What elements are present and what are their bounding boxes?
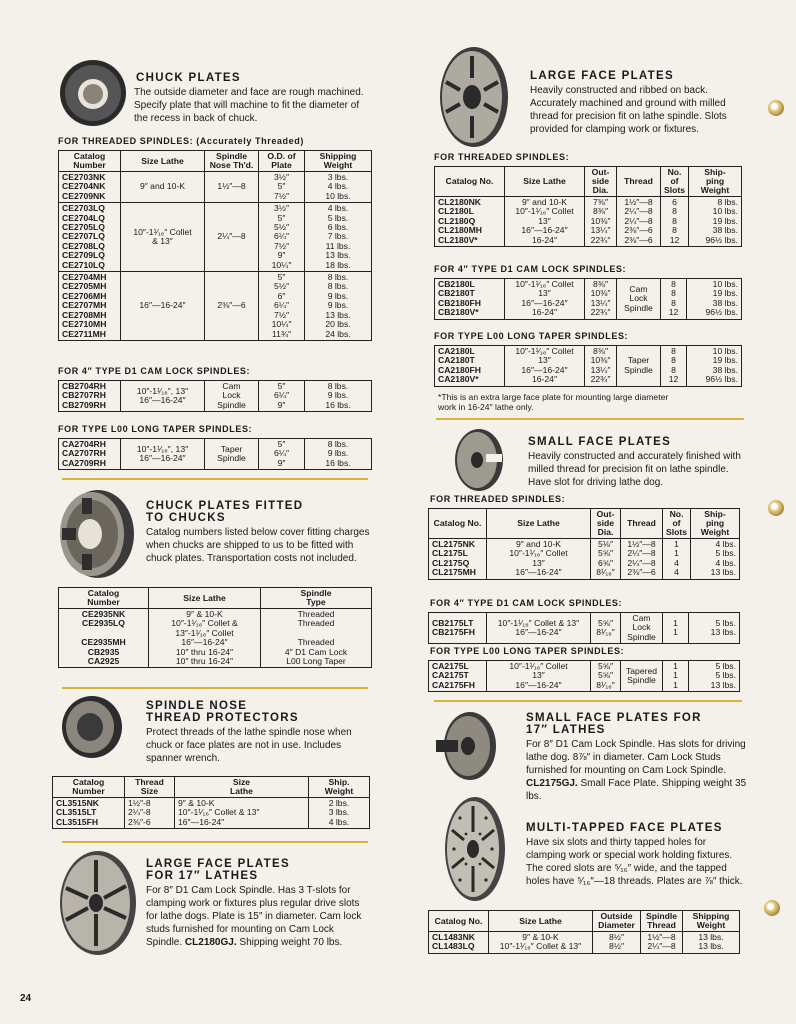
size-cell: 9″ and 10-K 10″-1¹⁄₁₆″ Collet 13″ 16″—16-24″ 16-24″ (505, 197, 585, 247)
size-cell: 10″-1¹⁄₁₆″ Collet & 13″ (121, 203, 205, 272)
col-thread: Spindle Thread (641, 911, 683, 932)
chuck-photo (54, 486, 138, 582)
thread-cell: 1½″—8 2¼″—8 (641, 932, 683, 954)
catalog-cell: CA2175L CA2175T CA2175FH (429, 661, 487, 692)
od-cell: 5″ 6¼″ 9″ (259, 439, 305, 470)
large17-title: LARGE FACE PLATES FOR 17″ LATHES (146, 858, 290, 882)
weight-cell: 8 lbs. 9 lbs. 16 lbs. (305, 439, 372, 470)
table-row (429, 539, 740, 580)
weight-cell: 3 lbs. 4 lbs. 10 lbs. (305, 172, 372, 203)
table-row (59, 272, 372, 341)
catalog-cell: CB2704RH CB2707RH CB2709RH (59, 381, 121, 412)
section-divider (62, 841, 368, 843)
large-taper-table (434, 345, 742, 387)
small-face-plate-photo (452, 426, 504, 494)
small17-title: SMALL FACE PLATES FOR 17″ LATHES (526, 712, 702, 736)
od-cell: 5″ 6¼″ 9″ (259, 381, 305, 412)
small-desc: Heavily constructed and accurately finished with milled thread for precision fit on lathe spindle. Have slot for driving lathe dog. (528, 451, 741, 488)
table-row (53, 798, 370, 829)
fitted-desc: Catalog numbers listed below cover fitting charges when chucks are shipped to us to be fitted with chuck plates. Transportation costs not included. (146, 527, 370, 564)
table-row (59, 439, 372, 470)
table-row (429, 661, 740, 692)
table-row (435, 279, 742, 320)
od-cell: 3½″ 5″ 7½″ (259, 172, 305, 203)
thread-cell: Cam Lock Spindle (621, 613, 663, 644)
section-divider (62, 478, 368, 480)
large-face-plate-photo (436, 44, 510, 150)
col-catalog: Catalog No. (429, 911, 489, 932)
size-cell: 10″-1¹⁄₁₆″ Collet 13″ 16″—16-24″ 16-24″ (505, 279, 585, 320)
slots-cell: 1 1 1 (663, 661, 689, 692)
small17-desc-text: For 8″ D1 Cam Lock Spindle. Has slots for driving lathe dog. 8⅞″ in diameter. Cam Lock Studs furnished for mounting on Cam Lock Spindle. (526, 739, 746, 776)
thread-cell: Tapered Spindle (621, 661, 663, 692)
col-thread: Thread Size (125, 777, 175, 798)
weight-cell: 8 lbs. 10 lbs. 19 lbs. 38 lbs. 96½ lbs. (689, 197, 742, 247)
large-taper-heading: FOR TYPE L00 LONG TAPER SPINDLES: (434, 331, 629, 341)
fitted-title: CHUCK PLATES FITTED TO CHUCKS (146, 500, 304, 524)
type-cell: Cam Lock Spindle (205, 381, 259, 412)
diameter-cell: 7⅜″ 8⅜″ 10⅜″ 13¼″ 22¾″ (585, 197, 617, 247)
table-row (59, 381, 372, 412)
chuck-taper-table (58, 438, 372, 470)
chuck-cam-table (58, 380, 372, 412)
binder-hole (768, 500, 784, 516)
type-cell: Threaded Threaded Threaded 4″ D1 Cam Lock L00 Long Taper (261, 609, 372, 668)
small17-desc (526, 738, 748, 803)
catalog-cell: CL1483NK CL1483LQ (429, 932, 489, 954)
thread-protector-photo (60, 694, 124, 760)
col-thread: Thread (617, 167, 661, 197)
col-catalog: Catalog No. (429, 509, 487, 539)
diameter-cell: 8½″ 8½″ (593, 932, 641, 954)
binder-hole (768, 100, 784, 116)
col-od: O.D. of Plate (259, 151, 305, 172)
col-weight: Shipping Weight (305, 151, 372, 172)
catalog-cell: CE2703NK CE2704NK CE2709NK (59, 172, 121, 203)
chuck-plate-photo (58, 58, 128, 128)
slots-cell: 8 8 8 12 (661, 346, 687, 387)
small17-weight-text: Small Face Plate. Shipping weight 35 lbs. (526, 778, 747, 802)
catalog-cell: CL2175NK CL2175L CL2175Q CL2175MH (429, 539, 487, 580)
diameter-cell: 5⅝″ 8¹⁄₁₆″ (591, 613, 621, 644)
multi-title: MULTI-TAPPED FACE PLATES (526, 822, 723, 834)
col-size: Size Lathe (487, 509, 591, 539)
catalog-cell: CE2935NK CE2935LQ CE2935MH CB2935 CA2925 (59, 609, 149, 668)
small-threaded-table (428, 508, 740, 580)
chuck-plates-desc: The outside diameter and face are rough machined. Specify plate that will machine to fit the diameter of the recess in back of chuck. (134, 87, 364, 124)
small-cam-table (428, 612, 740, 644)
chuck-plates-title: CHUCK PLATES (136, 72, 241, 84)
table-row (435, 346, 742, 387)
col-catalog: Catalog No. (435, 167, 505, 197)
col-slots: No. of Slots (661, 167, 689, 197)
multi-tapped-plate-photo (440, 794, 506, 904)
large-desc: Heavily constructed and ribbed on back. Accurately machined and ground with milled thread for precision fit on lathe spindle. Slots provided for clamping work or fixtures. (530, 85, 727, 135)
page-number: 24 (20, 993, 32, 1004)
large-face-plate-17-photo (56, 848, 138, 958)
section-divider (62, 687, 368, 689)
col-weight: Ship- ping Weight (689, 167, 742, 197)
weight-cell: 8 lbs. 9 lbs. 16 lbs. (305, 381, 372, 412)
multi-table (428, 910, 740, 954)
binder-hole (764, 900, 780, 916)
table-row (429, 613, 740, 644)
catalog-cell: CA2180L CA2180T CA2180FH CA2180V* (435, 346, 505, 387)
diameter-cell: 5⅛″ 5⅝″ 6⅝″ 8¹⁄₁₆″ (591, 539, 621, 580)
large17-weight-text: Shipping weight 70 lbs. (236, 937, 343, 948)
large17-desc (146, 884, 370, 949)
large-threaded-table (434, 166, 742, 247)
col-thread: Thread (621, 509, 663, 539)
weight-cell: 5 lbs. 13 lbs. (689, 613, 740, 644)
size-cell: 9″ & 10-K 10″-1¹⁄₁₆″ Collet & 13″ 16″—16-24″ (175, 798, 309, 829)
catalog-cell: CE2703LQ CE2704LQ CE2705LQ CE2707LQ CE2708LQ CE2709LQ CE2710LQ (59, 203, 121, 272)
table-row (435, 197, 742, 247)
diameter-cell: 8⅜″ 10⅜″ 13¼″ 22¾″ (585, 346, 617, 387)
col-type: Spindle Type (261, 588, 372, 609)
chuck-taper-heading: FOR TYPE L00 LONG TAPER SPINDLES: (58, 424, 253, 434)
thread-cell: Cam Lock Spindle (617, 279, 661, 320)
catalog-cell: CL3515NK CL3515LT CL3515FH (53, 798, 125, 829)
col-diameter: Out- side Dia. (591, 509, 621, 539)
thread-cell: 1½″-8 2¼″-8 2⅜″-6 (125, 798, 175, 829)
col-weight: Ship- ping Weight (691, 509, 740, 539)
size-cell: 10″-1¹⁄₁₆″, 13″ 16″—16-24″ (121, 439, 205, 470)
table-row (429, 932, 740, 954)
col-weight: Ship. Weight (309, 777, 370, 798)
weight-cell: 8 lbs. 8 lbs. 9 lbs. 9 lbs. 13 lbs. 20 lbs. 24 lbs. (305, 272, 372, 341)
slots-cell: 1 1 4 4 (663, 539, 691, 580)
size-cell: 10″-1¹⁄₁₆″ Collet 13″ 16″—16-24″ (487, 661, 591, 692)
thread-cell: 1½″—8 2¼″—8 2¼″—8 2⅜″—6 2⅜″—6 (617, 197, 661, 247)
col-diameter: Outside Diameter (593, 911, 641, 932)
large-cam-heading: FOR 4″ TYPE D1 CAM LOCK SPINDLES: (434, 264, 627, 274)
small17-catalog-number: CL2175GJ. (526, 778, 578, 789)
small-face-plate-17-photo (434, 708, 500, 784)
protectors-table (52, 776, 370, 829)
weight-cell: 4 lbs. 5 lbs. 6 lbs. 7 lbs. 11 lbs. 13 lbs. 18 lbs. (305, 203, 372, 272)
size-cell: 9″ and 10-K (121, 172, 205, 203)
nose-cell: 2¼″—8 (205, 203, 259, 272)
slots-cell: 8 8 8 12 (661, 279, 687, 320)
thread-cell: Taper Spindle (617, 346, 661, 387)
slots-cell: 6 8 8 8 12 (661, 197, 689, 247)
weight-cell: 4 lbs. 5 lbs. 4 lbs. 13 lbs. (691, 539, 740, 580)
thread-cell: 1½″—8 2¼″—8 2¼″—8 2⅜″—6 (621, 539, 663, 580)
small-threaded-heading: FOR THREADED SPINDLES: (430, 494, 566, 504)
small-taper-table (428, 660, 740, 692)
section-divider (436, 418, 744, 420)
protectors-title: SPINDLE NOSE THREAD PROTECTORS (146, 700, 299, 724)
section-divider (434, 700, 742, 702)
small-title: SMALL FACE PLATES (528, 436, 672, 448)
small-cam-heading: FOR 4″ TYPE D1 CAM LOCK SPINDLES: (430, 598, 623, 608)
nose-cell: 2⅜″—6 (205, 272, 259, 341)
table-row (59, 203, 372, 272)
col-size: Size Lathe (175, 777, 309, 798)
catalog-cell: CA2704RH CA2707RH CA2709RH (59, 439, 121, 470)
type-cell: Taper Spindle (205, 439, 259, 470)
small-taper-heading: FOR TYPE L00 LONG TAPER SPINDLES: (430, 646, 625, 656)
table-row (59, 172, 372, 203)
weight-cell: 5 lbs. 5 lbs. 13 lbs. (689, 661, 740, 692)
col-nose: Spindle Nose Th'd. (205, 151, 259, 172)
weight-cell: 10 lbs. 19 lbs. 38 lbs. 96½ lbs. (687, 279, 742, 320)
large-title: LARGE FACE PLATES (530, 70, 674, 82)
large-cam-table (434, 278, 742, 320)
table-row (59, 609, 372, 668)
col-slots: No. of Slots (663, 509, 691, 539)
fitted-table (58, 587, 372, 668)
slots-cell: 1 1 (663, 613, 689, 644)
col-weight: Shipping Weight (683, 911, 740, 932)
col-diameter: Out- side Dia. (585, 167, 617, 197)
col-size: Size Lathe (149, 588, 261, 609)
catalog-cell: CB2180L CB2180T CB2180FH CB2180V* (435, 279, 505, 320)
col-catalog: Catalog Number (59, 588, 149, 609)
chuck-cam-heading: FOR 4″ TYPE D1 CAM LOCK SPINDLES: (58, 366, 251, 376)
col-size: Size Lathe (505, 167, 585, 197)
size-cell: 10″-1¹⁄₁₆″, 13″ 16″—16-24″ (121, 381, 205, 412)
catalog-cell: CB2175LT CB2175FH (429, 613, 487, 644)
diameter-cell: 8⅜″ 10⅜″ 13¼″ 22¾″ (585, 279, 617, 320)
size-cell: 9″ & 10-K 10″-1¹⁄₁₆″ Collet & 13″-1¹⁄₁₆″ Collet 16″—16-24″ 10″ thru 16-24″ 10″ thru 16-24″ (149, 609, 261, 668)
col-catalog: Catalog Number (59, 151, 121, 172)
od-cell: 3½″ 5″ 5½″ 6¼″ 7½″ 9″ 10¼″ (259, 203, 305, 272)
size-cell: 10″-1¹⁄₁₆″ Collet 13″ 16″—16-24″ 16-24″ (505, 346, 585, 387)
col-size: Size Lathe (121, 151, 205, 172)
protectors-desc: Protect threads of the lathe spindle nose when chuck or face plates are not in use. Includes spanner wrench. (146, 727, 352, 764)
od-cell: 5″ 5½″ 6″ 6¼″ 7½″ 10¼″ 11¾″ (259, 272, 305, 341)
weight-cell: 13 lbs. 13 lbs. (683, 932, 740, 954)
size-cell: 9″ & 10-K 10″-1¹⁄₁₆″ Collet & 13″ (489, 932, 593, 954)
chuck-threaded-table (58, 150, 372, 341)
multi-desc: Have six slots and thirty tapped holes for clamping work or special work holding fixtures. The cored slots are ⁵⁄₁₆″ wide, and the tapped holes have ⁵⁄₁₆″—18 threads. Plates are ⅞″ thick. (526, 837, 743, 887)
size-cell: 16″—16-24″ (121, 272, 205, 341)
weight-cell: 10 lbs. 19 lbs. 38 lbs. 96½ lbs. (687, 346, 742, 387)
col-catalog: Catalog Number (53, 777, 125, 798)
size-cell: 10″-1¹⁄₁₆″ Collet & 13″ 16″—16-24″ (487, 613, 591, 644)
chuck-threaded-heading: FOR THREADED SPINDLES: (Accurately Threaded) (58, 136, 304, 146)
col-size: Size Lathe (489, 911, 593, 932)
large17-catalog-number: CL2180GJ. (184, 937, 237, 948)
catalog-cell: CL2180NK CL2180L CL2180Q CL2180MH CL2180V* (435, 197, 505, 247)
size-cell: 9″ and 10-K 10″-1¹⁄₁₆″ Collet 13″ 16″—16-24″ (487, 539, 591, 580)
nose-cell: 1½″—8 (205, 172, 259, 203)
large-threaded-heading: FOR THREADED SPINDLES: (434, 152, 570, 162)
catalog-cell: CE2704MH CE2705MH CE2706MH CE2707MH CE2708MH CE2710MH CE2711MH (59, 272, 121, 341)
large-footnote: *This is an extra large face plate for mounting large diameter work in 16-24″ lathe only. (438, 392, 669, 412)
diameter-cell: 5⅝″ 5⅝″ 8¹⁄₁₆″ (591, 661, 621, 692)
large17-desc-text: For 8″ D1 Cam Lock Spindle. Has 3 T-slots for clamping work or fixtures plus regular drive slots for lathe dogs. Plate is 15″ in diameter. Cam lock studs furnished for mounting on Cam Lock Spindle. (146, 885, 362, 948)
weight-cell: 2 lbs. 3 lbs. 4 lbs. (309, 798, 370, 829)
